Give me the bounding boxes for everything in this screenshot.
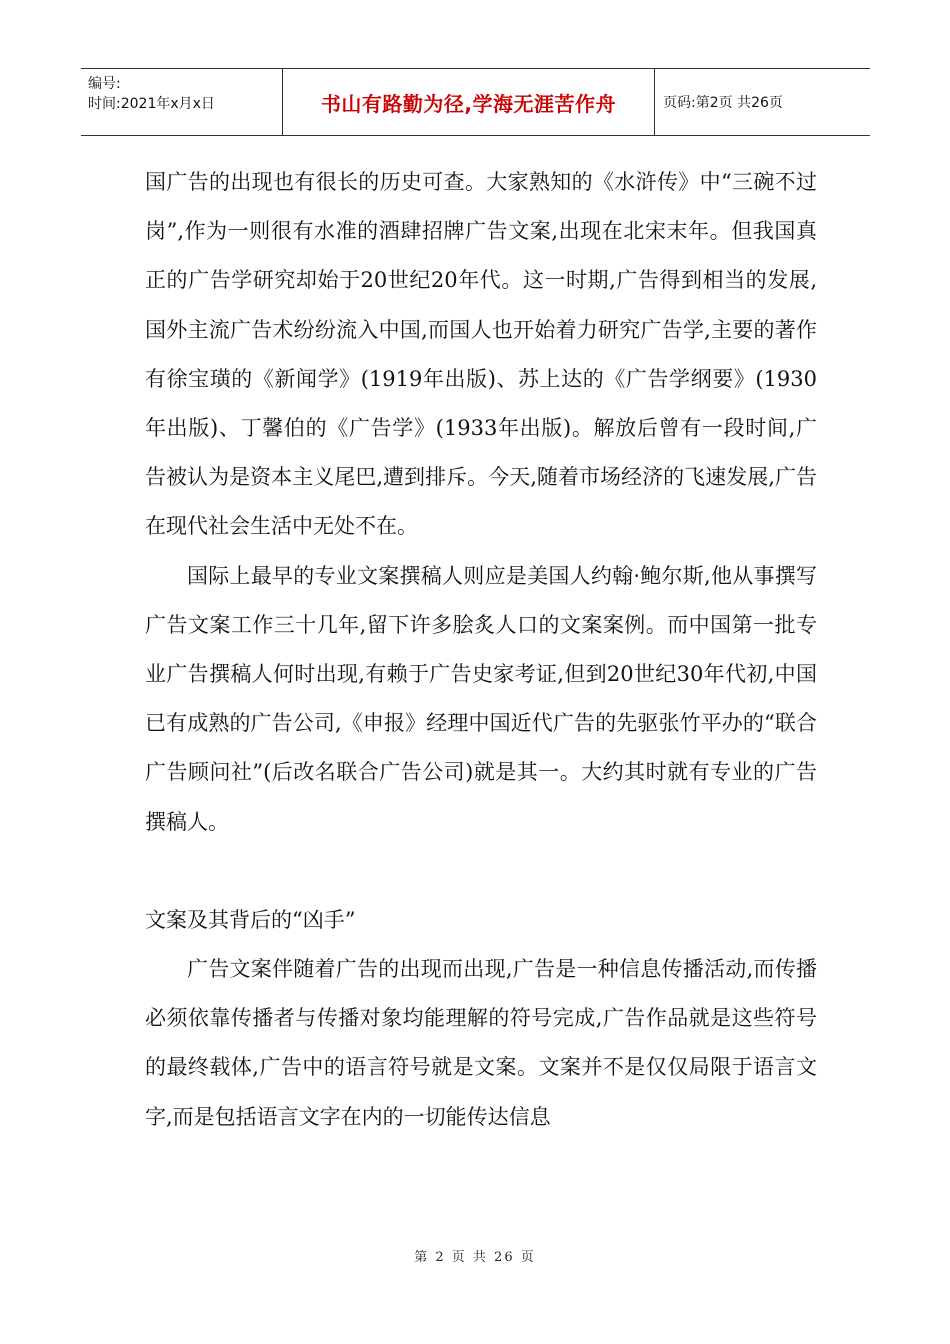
header-meta-cell [81,69,283,135]
header-page-cell [655,69,870,135]
date-label: 时间:2021年x月x日 [88,96,215,112]
document-body [145,158,817,1142]
page-header [81,68,870,136]
paragraph-copywriters: 国际上最早的专业文案撰稿人则应是美国人约翰·鲍尔斯,他从事撰写广告文案工作三十几年,留下许多脍炙人口的文案案例。而中国第一批专业广告撰稿人何时出现,有赖于广告史家考证,但到20世纪30年代初,中国已有成熟的广告公司,《申报》经理中国近代广告的先驱张竹平办的“联合广告顾问社”(后改名联合广告公司)就是其一。大约其时就有专业的广告撰稿人。 [145,563,817,834]
paragraph-copy-definition: 广告文案伴随着广告的出现而出现,广告是一种信息传播活动,而传播必须依靠传播者与传播对象均能理解的符号完成,广告作品就是这些符号的最终载体,广告中的语言符号就是文案。文案并不是仅仅局限于语言文字,而是包括语言文字在内的一切能传达信息 [145,957,817,1129]
header-motto-cell [283,69,655,135]
page-info: 页码:第2页 共26页 [663,95,783,111]
section-heading: 文案及其背后的“凶手” [145,907,356,932]
motto-text: 书山有路勤为径,学海无涯苦作舟 [320,91,617,116]
page-footer: 第 2 页 共 26 页 [414,1250,536,1265]
serial-number-label: 编号: [88,76,121,92]
paragraph-history: 国广告的出现也有很长的历史可查。大家熟知的《水浒传》中“三碗不过岗”,作为一则很有水准的酒肆招牌广告文案,出现在北宋末年。但我国真正的广告学研究却始于20世纪20年代。这一时期,广告得到相当的发展,国外主流广告术纷纷流入中国,而国人也开始着力研究广告学,主要的著作有徐宝璜的《新闻学》(1919年出版)、苏上达的《广告学纲要》(1930年出版)、丁馨伯的《广告学》(1933年出版)。解放后曾有一段时间,广告被认为是资本主义尾巴,遭到排斥。今天,随着市场经济的飞速发展,广告在现代社会生活中无处不在。 [145,170,817,539]
